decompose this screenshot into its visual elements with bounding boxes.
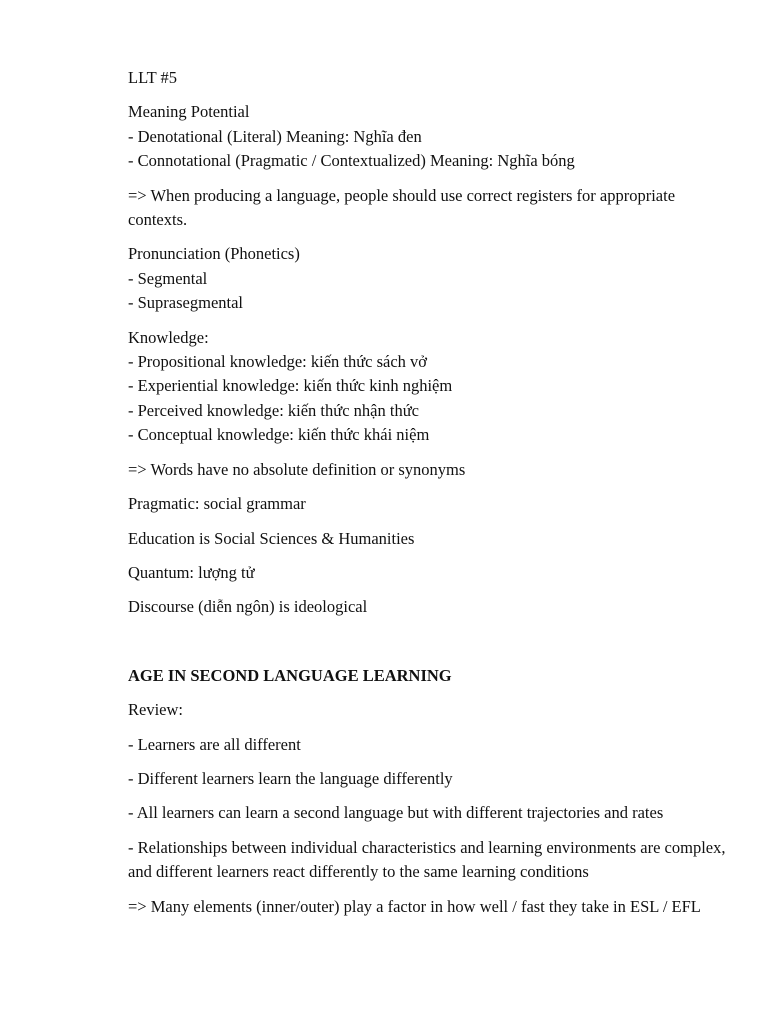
review-point-text: - Different learners learn the language differently (128, 768, 453, 788)
list-item: - Experiential knowledge: kiến thức kinh nghiệm (128, 376, 453, 396)
age-section-heading (128, 664, 728, 688)
age-conclusion-text: => Many elements (inner/outer) play a factor in how well / fast they take in ESL / EFL (128, 896, 701, 916)
knowledge-heading: Knowledge: (128, 327, 209, 347)
list-item: - Connotational (Pragmatic / Contextualized) Meaning: Nghĩa bóng (128, 151, 575, 171)
list-item: - Segmental (128, 268, 208, 288)
registers-note (128, 184, 728, 233)
meaning-potential-heading: Meaning Potential (128, 102, 250, 122)
list-item: - Suprasegmental (128, 293, 244, 313)
meaning-potential-section (128, 100, 728, 173)
review-point-text: - Relationships between individual characteristics and learning environments are complex, and different learners react differently to the same learning conditions (128, 837, 726, 882)
discourse-text: Discourse (diễn ngôn) is ideological (128, 597, 368, 617)
review-point (128, 767, 728, 791)
review-label (128, 698, 728, 722)
pragmatic-line (128, 492, 728, 516)
blank-line (128, 630, 728, 664)
review-label-text: Review: (128, 700, 183, 720)
pragmatic-text: Pragmatic: social grammar (128, 494, 306, 514)
pronunciation-section (128, 242, 728, 315)
pronunciation-heading: Pronunciation (Phonetics) (128, 244, 300, 264)
title-text: LLT #5 (128, 68, 178, 87)
document-title (128, 66, 728, 90)
age-heading-text: AGE IN SECOND LANGUAGE LEARNING (128, 665, 452, 685)
knowledge-section (128, 326, 728, 448)
list-item: - Perceived knowledge: kiến thức nhận thức (128, 400, 419, 420)
list-item: - Propositional knowledge: kiến thức sách vở (128, 352, 428, 372)
list-item: - Conceptual knowledge: kiến thức khái niệm (128, 425, 430, 445)
education-text: Education is Social Sciences & Humanities (128, 528, 415, 548)
registers-note-text: => When producing a language, people should use correct registers for appropriate contexts. (128, 185, 676, 230)
education-line (128, 527, 728, 551)
document-page (128, 66, 728, 929)
review-point (128, 733, 728, 757)
age-conclusion (128, 895, 728, 919)
review-point (128, 801, 728, 825)
list-item: - Denotational (Literal) Meaning: Nghĩa đen (128, 126, 422, 146)
words-note-text: => Words have no absolute definition or synonyms (128, 459, 466, 479)
quantum-line (128, 561, 728, 585)
words-note (128, 458, 728, 482)
review-point-text: - Learners are all different (128, 734, 301, 754)
review-point (128, 836, 728, 885)
quantum-text: Quantum: lượng tử (128, 562, 255, 582)
review-point-text: - All learners can learn a second language but with different trajectories and rates (128, 803, 664, 823)
discourse-line (128, 595, 728, 619)
